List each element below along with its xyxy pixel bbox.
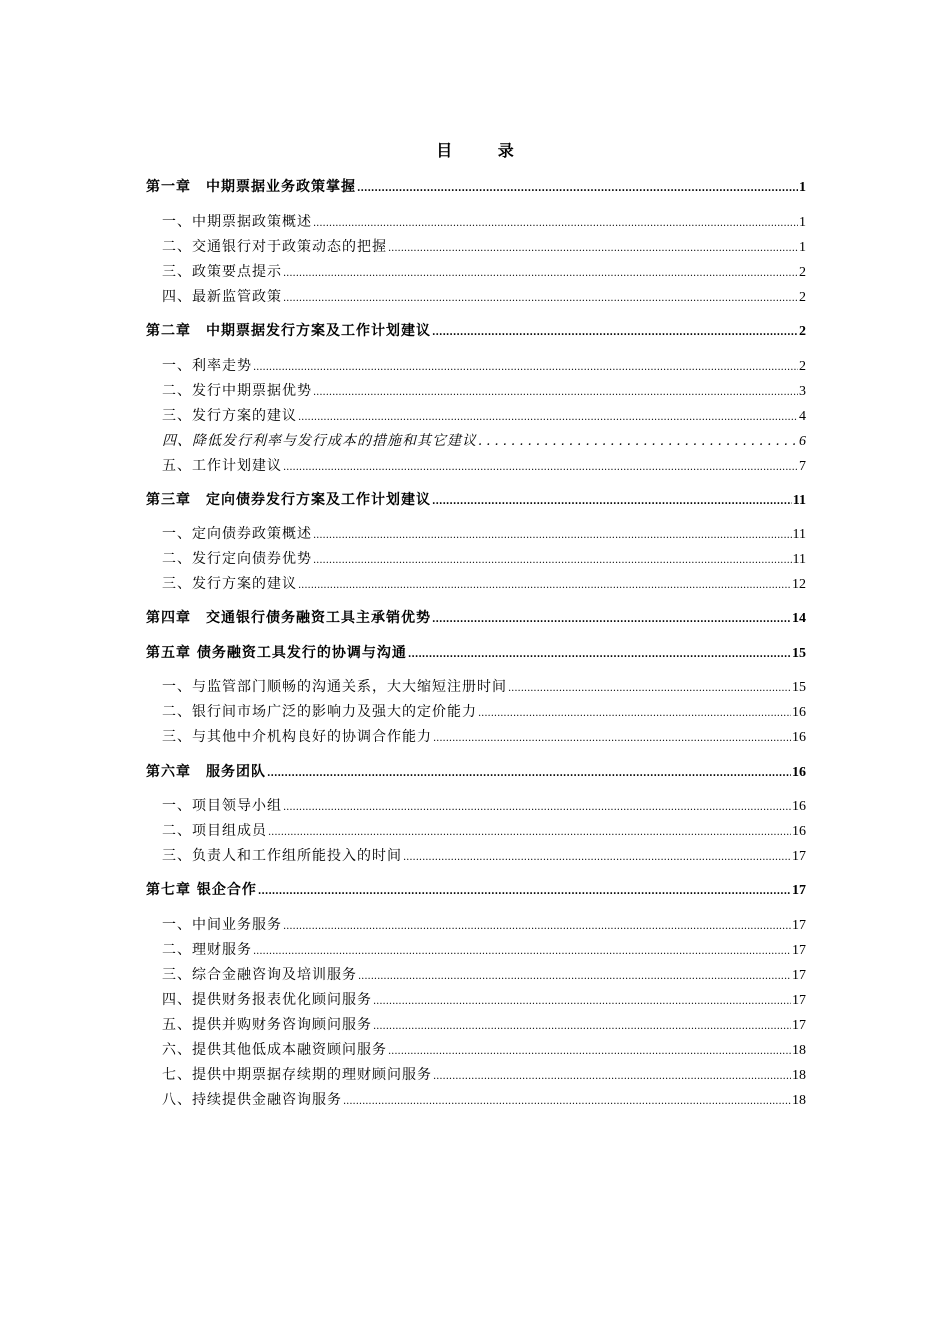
dot-leader: [433, 1065, 791, 1087]
toc-section-entry[interactable]: [162, 1090, 806, 1110]
toc-page-number: 2: [799, 359, 806, 374]
toc-chapter-entry[interactable]: [146, 643, 806, 663]
toc-entry-label: 五、提供并购财务咨询顾问服务: [162, 1017, 372, 1033]
toc-page-number: 4: [799, 409, 806, 424]
toc-entry-label: 第六章 服务团队: [146, 764, 266, 780]
dot-leader: [373, 990, 791, 1012]
toc-page-number: 16: [792, 765, 806, 780]
toc-entry-label: 八、持续提供金融咨询服务: [162, 1092, 342, 1108]
dot-leader: [283, 915, 791, 937]
toc-entry-label: 三、负责人和工作组所能投入的时间: [162, 848, 402, 864]
toc-page-number: 17: [792, 918, 806, 933]
toc-section-entry[interactable]: [162, 524, 806, 544]
toc-page-number: 16: [792, 824, 806, 839]
dot-leader: [258, 880, 791, 902]
toc-page-number: 1: [799, 240, 806, 255]
toc-page-number: 3: [799, 384, 806, 399]
dot-leader: [283, 796, 791, 818]
toc-section-entry[interactable]: [162, 431, 806, 451]
toc-page-number: 17: [792, 1018, 806, 1033]
toc-entry-label: 四、降低发行利率与发行成本的措施和其它建议: [162, 433, 477, 449]
toc-page-number: 16: [792, 705, 806, 720]
dot-leader: [267, 762, 791, 784]
toc-section-entry[interactable]: [162, 990, 806, 1010]
toc-page-number: 11: [792, 493, 806, 508]
toc-section-entry[interactable]: [162, 1015, 806, 1035]
toc-page-number: 17: [792, 968, 806, 983]
toc-section-entry[interactable]: [162, 677, 806, 697]
dot-leader: [313, 381, 798, 403]
toc-chapter-entry[interactable]: [146, 608, 806, 628]
toc-page-number: 17: [792, 993, 806, 1008]
dot-leader: [508, 677, 791, 699]
dot-leader: [433, 727, 791, 749]
toc-entry-label: 六、提供其他低成本融资顾问服务: [162, 1042, 387, 1058]
toc-entry-label: 二、发行中期票据优势: [162, 383, 312, 399]
toc-page-number: 15: [792, 646, 806, 661]
toc-entry-label: 四、最新监管政策: [162, 289, 282, 305]
toc-entry-label: 七、提供中期票据存续期的理财顾问服务: [162, 1067, 432, 1083]
dot-leader: [388, 237, 798, 259]
toc-page-number: 18: [792, 1093, 806, 1108]
dot-leader: [357, 177, 798, 199]
toc-entry-label: 一、利率走势: [162, 358, 252, 374]
dot-leader: [432, 608, 791, 630]
toc-section-entry[interactable]: [162, 212, 806, 232]
toc-page-number: 18: [792, 1043, 806, 1058]
dot-leader: [343, 1090, 791, 1112]
toc-page-number: 1: [799, 215, 806, 230]
toc-page-number: 17: [792, 849, 806, 864]
dot-leader: [313, 549, 792, 571]
toc-entry-label: 三、与其他中介机构良好的协调合作能力: [162, 729, 432, 745]
toc-page-number: 7: [799, 459, 806, 474]
toc-section-entry[interactable]: [162, 846, 806, 866]
toc-page-number: 2: [799, 324, 806, 339]
toc-page-number: 17: [792, 883, 806, 898]
toc-section-entry[interactable]: [162, 456, 806, 476]
toc-section-entry[interactable]: [162, 381, 806, 401]
toc-section-entry[interactable]: [162, 262, 806, 282]
toc-entry-label: 第七章 银企合作: [146, 882, 257, 898]
dot-leader: [478, 702, 791, 724]
toc-entry-label: 二、发行定向债券优势: [162, 551, 312, 567]
toc-chapter-entry[interactable]: [146, 321, 806, 341]
toc-title: 目 录: [436, 141, 534, 160]
toc-entry-label: 一、项目领导小组: [162, 798, 282, 814]
toc-chapter-entry[interactable]: [146, 880, 806, 900]
toc-entry-label: 一、与监管部门顺畅的沟通关系，大大缩短注册时间: [162, 679, 507, 695]
dot-leader: [358, 965, 791, 987]
toc-page-number: 6: [799, 434, 806, 449]
toc-entry-label: 三、发行方案的建议: [162, 408, 297, 424]
dot-leader: [253, 940, 791, 962]
dot-leader: [298, 574, 791, 596]
toc-section-entry[interactable]: [162, 702, 806, 722]
dot-leader: [403, 846, 791, 868]
toc-section-entry[interactable]: [162, 796, 806, 816]
dot-leader: [298, 406, 798, 428]
toc-chapter-entry[interactable]: [146, 490, 806, 510]
toc-section-entry[interactable]: [162, 1040, 806, 1060]
dot-leader: [478, 431, 798, 452]
toc-chapter-entry[interactable]: [146, 762, 806, 782]
toc-section-entry[interactable]: [162, 940, 806, 960]
toc-section-entry[interactable]: [162, 287, 806, 307]
dot-leader: [388, 1040, 791, 1062]
toc-section-entry[interactable]: [162, 821, 806, 841]
dot-leader: [268, 821, 791, 843]
toc-page-number: 15: [792, 680, 806, 695]
toc-page-number: 16: [792, 730, 806, 745]
toc-section-entry[interactable]: [162, 549, 806, 569]
toc-section-entry[interactable]: [162, 356, 806, 376]
toc-entry-label: 四、提供财务报表优化顾问服务: [162, 992, 372, 1008]
toc-entry-label: 一、定向债券政策概述: [162, 526, 312, 542]
toc-section-entry[interactable]: [162, 965, 806, 985]
toc-page-number: 16: [792, 799, 806, 814]
toc-entry-label: 三、政策要点提示: [162, 264, 282, 280]
toc-entry-label: 第一章 中期票据业务政策掌握: [146, 179, 356, 195]
toc-entry-label: 第三章 定向债券发行方案及工作计划建议: [146, 492, 431, 508]
toc-entry-label: 三、综合金融咨询及培训服务: [162, 967, 357, 983]
toc-chapter-entry[interactable]: [146, 177, 806, 197]
dot-leader: [432, 490, 792, 512]
dot-leader: [283, 287, 798, 309]
toc-entry-label: 第二章 中期票据发行方案及工作计划建议: [146, 323, 431, 339]
toc-section-entry[interactable]: [162, 1065, 806, 1085]
toc-entry-label: 五、工作计划建议: [162, 458, 282, 474]
toc-section-entry[interactable]: [162, 915, 806, 935]
toc-entry-label: 二、银行间市场广泛的影响力及强大的定价能力: [162, 704, 477, 720]
dot-leader: [253, 356, 798, 378]
toc-page-number: 14: [792, 611, 806, 626]
toc-page-number: 17: [792, 943, 806, 958]
dot-leader: [283, 456, 798, 478]
toc-entry-label: 二、理财服务: [162, 942, 252, 958]
toc-entry-label: 二、项目组成员: [162, 823, 267, 839]
dot-leader: [373, 1015, 791, 1037]
dot-leader: [408, 643, 791, 665]
toc-section-entry[interactable]: [162, 727, 806, 747]
toc-section-entry[interactable]: [162, 237, 806, 257]
toc-entry-label: 一、中期票据政策概述: [162, 214, 312, 230]
toc-entry-label: 三、发行方案的建议: [162, 576, 297, 592]
toc-entry-label: 第四章 交通银行债务融资工具主承销优势: [146, 610, 431, 626]
dot-leader: [313, 524, 792, 546]
toc-page-number: 12: [792, 577, 806, 592]
toc-entry-label: 一、中间业务服务: [162, 917, 282, 933]
toc-section-entry[interactable]: [162, 574, 806, 594]
dot-leader: [283, 262, 798, 284]
toc-page-number: 11: [792, 552, 806, 567]
toc-entry-label: 二、交通银行对于政策动态的把握: [162, 239, 387, 255]
toc-page-number: 18: [792, 1068, 806, 1083]
dot-leader: [432, 321, 798, 343]
toc-entry-label: 第五章 债务融资工具发行的协调与沟通: [146, 645, 407, 661]
toc-page-number: 2: [799, 290, 806, 305]
toc-section-entry[interactable]: [162, 406, 806, 426]
toc-page-number: 1: [799, 180, 806, 195]
dot-leader: [313, 212, 798, 234]
toc-page-number: 2: [799, 265, 806, 280]
toc-page-number: 11: [792, 527, 806, 542]
